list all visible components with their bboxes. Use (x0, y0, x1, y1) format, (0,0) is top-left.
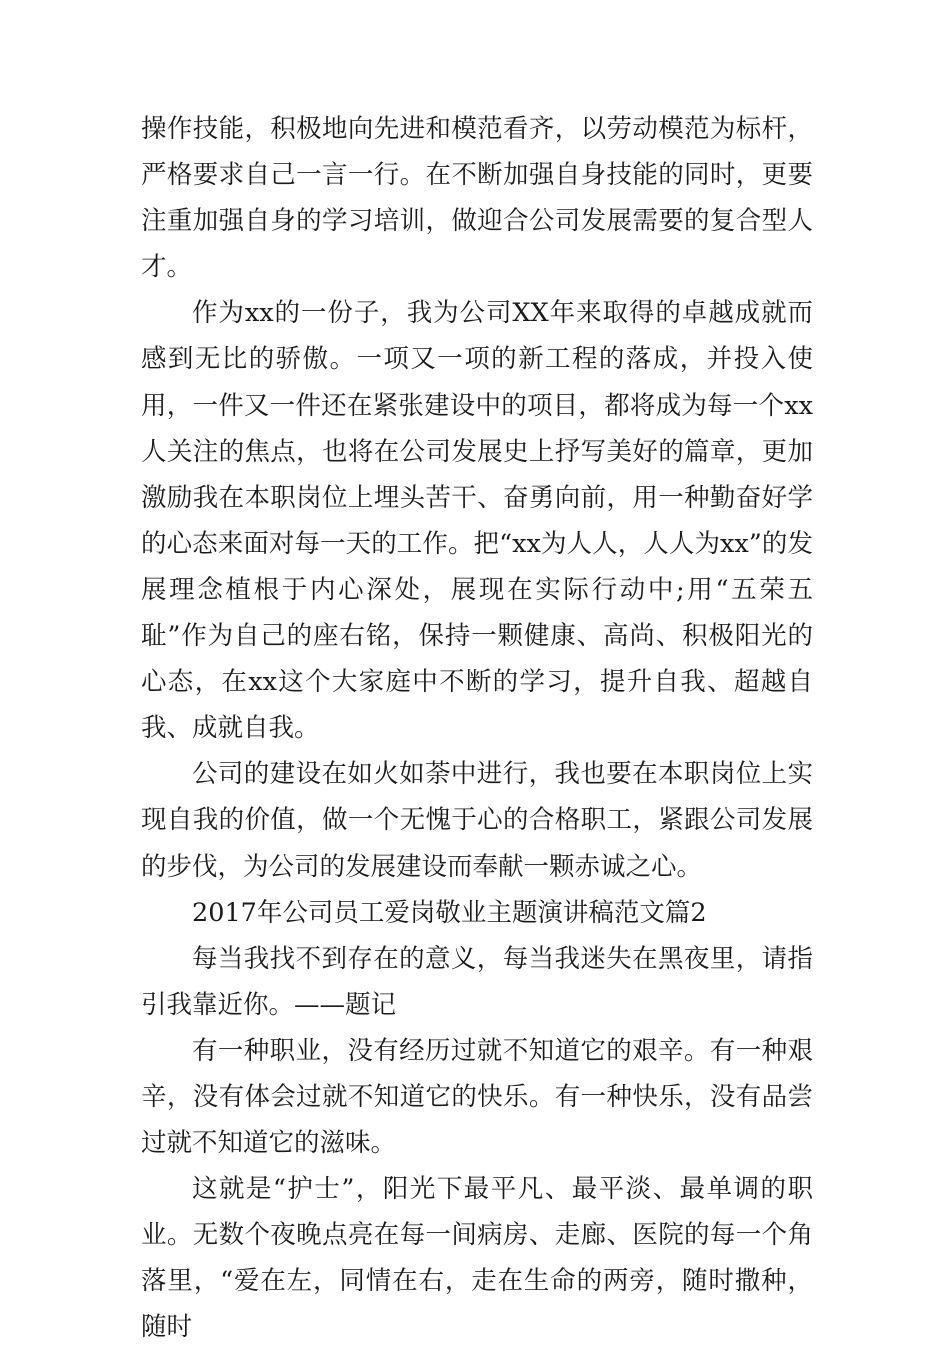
paragraph-5: 这就是“护士”，阳光下最平凡、最平淡、最单调的职业。无数个夜晚点亮在每一间病房、走廊、医院的每一个角落里，“爱在左，同情在右，走在生命的两旁，随时撒种，随时 (141, 1174, 813, 1343)
section-heading: 2017年公司员工爱岗敬业主题演讲稿范文篇2 (192, 897, 707, 928)
paragraph-3: 公司的建设在如火如荼中进行，我也要在本职岗位上实现自我的价值，做一个无愧于心的合格职工，紧跟公司发展的步伐，为公司的发展建设而奉献一颗赤诚之心。 (141, 759, 813, 882)
document-body (141, 106, 813, 1351)
epigraph: 每当我找不到存在的意义，每当我迷失在黑夜里，请指引我靠近你。——题记 (141, 943, 813, 1020)
paragraph-2: 作为xx的一份子，我为公司XX年来取得的卓越成就而感到无比的骄傲。一项又一项的新工程的落成，并投入使用，一件又一件还在紧张建设中的项目，都将成为每一个xx人关注的焦点，也将在公司发展史上抒写美好的篇章，更加激励我在本职岗位上埋头苦干、奋勇向前，用一种勤奋好学的心态来面对每一天的工作。把“xx为人人，人人为xx”的发展理念植根于内心深处，展现在实际行动中;用“五荣五耻”作为自己的座右铭，保持一颗健康、高尚、积极阳光的心态，在xx这个大家庭中不断的学习，提升自我、超越自我、成就自我。 (141, 298, 813, 744)
paragraph-1: 操作技能，积极地向先进和模范看齐，以劳动模范为标杆，严格要求自己一言一行。在不断加强自身技能的同时，更要注重加强自身的学习培训，做迎合公司发展需要的复合型人才。 (141, 114, 813, 283)
paragraph-4: 有一种职业，没有经历过就不知道它的艰辛。有一种艰辛，没有体会过就不知道它的快乐。有一种快乐，没有品尝过就不知道它的滋味。 (141, 1035, 813, 1159)
